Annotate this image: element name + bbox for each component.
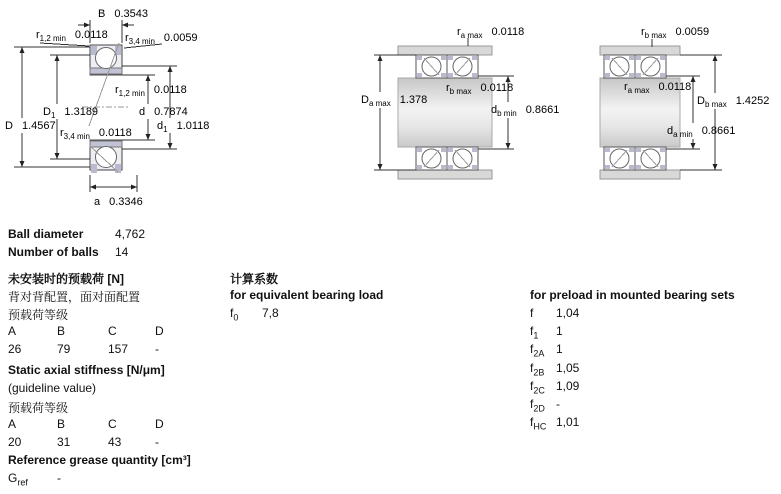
preload-subtitle-arrangement: 背对背配置，面对面配置: [8, 290, 141, 304]
dim-label-Db-max: $D_{b max}$ 1.4252: [697, 95, 770, 110]
factor-f-row: [530, 306, 579, 322]
factor-symbol: $f_{HC}$: [530, 415, 547, 432]
dim-symbol: $r_{1,2 min}$: [115, 84, 145, 99]
dim-label-d: d 0.7874: [139, 106, 188, 118]
factor-fHC-row: [530, 415, 579, 431]
factor-value: 1: [556, 342, 563, 356]
dim-label-D1: $D_1$ 1.3189: [43, 106, 99, 121]
dim-symbol: d: [139, 106, 146, 118]
ball-diameter-value: 4,762: [115, 227, 146, 241]
number-of-balls-value: 14: [115, 245, 129, 259]
dim-label-a: a 0.3346: [94, 196, 143, 208]
dim-label-r34-min-mid: $r_{3,4 min}$ 0.0118: [60, 127, 132, 142]
factor-f2B-row: [530, 361, 579, 377]
dim-label-r34-min-top: $r_{3,4 min}$ 0.0059: [125, 32, 198, 47]
dim-label-r12-min-top: $r_{1,2 min}$ 0.0118: [36, 29, 108, 44]
factor-symbol: $f_1$: [530, 324, 539, 341]
preload-table-values: 26 79 157 -: [8, 342, 159, 356]
number-of-balls-row: [8, 245, 128, 259]
stiffness-table-values: 20 31 43 -: [8, 435, 159, 449]
factor-f0-value: 7,8: [262, 306, 279, 320]
dim-symbol: $d_{a min}$: [667, 125, 693, 140]
dim-symbol: B: [98, 8, 106, 20]
factor-value: -: [556, 397, 560, 411]
dim-symbol: $D_{b max}$: [697, 95, 727, 110]
dim-symbol: $r_{1,2 min}$: [36, 29, 66, 44]
preload-table-header: A B C D: [8, 324, 164, 338]
dim-symbol: $r_{3,4 min}$: [60, 127, 90, 142]
dim-symbol: $D_1$: [43, 106, 56, 121]
factor-symbol: $f_{2B}$: [530, 361, 545, 378]
stiffness-table-header: A B C D: [8, 417, 164, 431]
factor-value: 1,05: [556, 361, 580, 375]
dim-label-rb-max-right: $r_{b max}$ 0.0059: [641, 26, 710, 41]
factor-f1-row: [530, 324, 563, 340]
dim-symbol: D: [5, 120, 13, 132]
dim-label-B: B 0.3543: [98, 8, 148, 20]
dim-symbol: a: [94, 196, 101, 208]
factor-value: 1,01: [556, 415, 580, 429]
stiffness-subtitle-class: 预载荷等级: [8, 401, 69, 415]
ball-diameter-row: [8, 227, 145, 241]
dim-symbol: $r_{a max}$: [457, 26, 483, 41]
dim-symbol: $r_{b max}$: [446, 82, 472, 97]
grease-title: Reference grease quantity [cm³]: [8, 453, 191, 467]
calculation-factors-title: 计算系数: [230, 272, 279, 286]
factor-symbol: f: [530, 306, 534, 320]
dim-label-da-min: $d_{a min}$ 0.8661: [667, 125, 736, 140]
dim-label-d1: $d_1$ 1.0118: [157, 120, 210, 135]
factor-f2C-row: [530, 379, 579, 395]
factor-value: 1,04: [556, 306, 580, 320]
dim-symbol: $d_1$: [157, 120, 168, 135]
dim-label-ra-max-mid: $r_{a max}$ 0.0118: [457, 26, 525, 41]
factor-symbol: $f_{2D}$: [530, 397, 545, 414]
ball-diameter-label: Ball diameter: [8, 227, 84, 241]
factor-f2D-row: [530, 397, 560, 413]
factor-f2A-row: [530, 342, 563, 358]
dim-label-rb-max-mid: $r_{b max}$ 0.0118: [446, 82, 514, 97]
factor-value: 1,09: [556, 379, 580, 393]
dim-symbol: $d_{b min}$: [491, 104, 517, 119]
factor-value: 1: [556, 324, 563, 338]
dim-label-Da-max: $D_{a max}$ 1.378: [361, 94, 428, 109]
grease-value: -: [57, 471, 61, 485]
dim-symbol: $r_{b max}$: [641, 26, 667, 41]
number-of-balls-label: Number of balls: [8, 245, 99, 259]
dim-symbol: $D_{a max}$: [361, 94, 391, 109]
dim-symbol: $r_{a max}$: [624, 81, 650, 96]
grease-row: [8, 471, 61, 487]
dim-symbol: $r_{3,4 min}$: [125, 32, 155, 47]
dim-label-r12-min-mid: $r_{1,2 min}$ 0.0118: [115, 84, 187, 99]
preload-subtitle-class: 预载荷等级: [8, 308, 69, 322]
preload-sets-title: for preload in mounted bearing sets: [530, 288, 735, 302]
equivalent-load-title: for equivalent bearing load: [230, 288, 384, 302]
factor-symbol: $f_{2C}$: [530, 379, 545, 396]
factor-f0-symbol: $f_0$: [230, 306, 239, 323]
stiffness-title: Static axial stiffness [N/μm]: [8, 363, 165, 377]
preload-title: 未安装时的预载荷 [N]: [8, 272, 124, 286]
dim-label-ra-max-right: $r_{a max}$ 0.0118: [624, 81, 692, 96]
dim-label-D: D 1.4567: [5, 120, 56, 132]
stiffness-subtitle-guideline: (guideline value): [8, 381, 97, 395]
grease-symbol: $G_{ref}$: [8, 471, 28, 488]
factor-f0-row: [230, 306, 279, 322]
dim-label-db-min: $d_{b min}$ 0.8661: [491, 104, 560, 119]
factor-symbol: $f_{2A}$: [530, 342, 545, 359]
